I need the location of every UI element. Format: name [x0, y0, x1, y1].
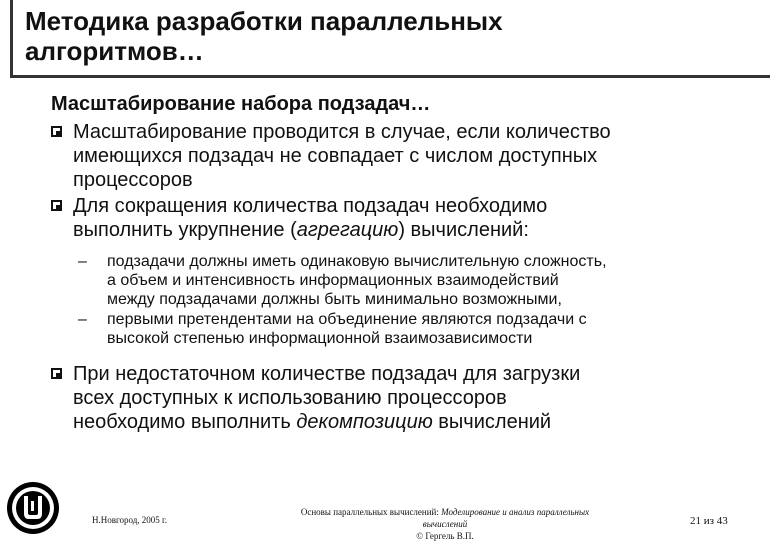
bullet-2-text: выполнить укрупнение (: [73, 219, 297, 241]
sub-bullet-2: [51, 310, 771, 348]
section-heading: Масштабирование набора подзадач…: [51, 93, 431, 115]
bullet-2-emphasis: агрегацию: [296, 219, 399, 241]
footer-course-title: [245, 506, 645, 542]
sub-bullet-2-line-2: высокой степенью информационной взаимозависимости: [107, 330, 533, 347]
checkbox-bullet-icon: [51, 368, 62, 379]
bullet-3-emphasis: декомпозицию: [296, 411, 433, 433]
bullet-1-line-3: процессоров: [73, 169, 193, 191]
bullet-3-text-end: вычислений: [432, 411, 552, 433]
bullet-2-text-end: ) вычислений:: [398, 219, 529, 241]
sub-bullet-1-line-1: подзадачи должны иметь одинаковую вычислительную сложность,: [107, 253, 607, 270]
sub-bullet-2-line-1: первыми претендентами на объединение являются подзадачи с: [107, 311, 587, 328]
bullet-3-line-1: При недостаточном количестве подзадач для загрузки: [73, 363, 581, 385]
sub-bullet-1: [51, 252, 771, 309]
page-number: 21 из 43: [690, 515, 728, 527]
checkbox-bullet-icon: [51, 200, 62, 211]
sub-bullet-1-line-2: а объем и интенсивность информационных взаимодействий: [107, 272, 559, 289]
bullet-1-line-1: Масштабирование проводится в случае, если количество: [73, 121, 611, 143]
slide-title-line-1: Методика разработки параллельных: [25, 6, 503, 36]
slide-title: [10, 0, 770, 78]
bullet-3-line-2: всех доступных к использованию процессоров: [73, 387, 507, 409]
unn-logo-icon: [5, 480, 61, 536]
bullet-item-2: [51, 194, 771, 242]
slide-content: [51, 92, 771, 436]
checkbox-bullet-icon: [51, 126, 62, 137]
slide-title-line-2: алгоритмов…: [25, 36, 204, 66]
bullet-1-line-2: имеющихся подзадач не совпадает с числом доступных: [73, 145, 598, 167]
footer-author: © Гергель В.П.: [416, 531, 474, 541]
sub-bullet-1-line-3: между подзадачами должны быть минимально возможными,: [107, 291, 562, 308]
bullet-2-line-2: [73, 218, 771, 242]
dash-bullet-icon: –: [78, 311, 87, 328]
bullet-3-line-3: [73, 410, 771, 434]
dash-bullet-icon: –: [78, 253, 87, 270]
footer-course-name: Основы параллельных вычислений:: [300, 507, 442, 517]
bullet-3-text: необходимо выполнить: [73, 411, 297, 433]
slide-footer: [0, 478, 780, 540]
footer-course-topic-end: вычислений: [422, 519, 468, 529]
footer-location-date: Н.Новгород, 2005 г.: [92, 515, 167, 525]
footer-course-topic: Моделирование и анализ параллельных: [441, 507, 590, 517]
bullet-2-line-1: Для сокращения количества подзадач необходимо: [73, 195, 548, 217]
bullet-item-3: [51, 362, 771, 434]
bullet-item-1: [51, 120, 771, 192]
